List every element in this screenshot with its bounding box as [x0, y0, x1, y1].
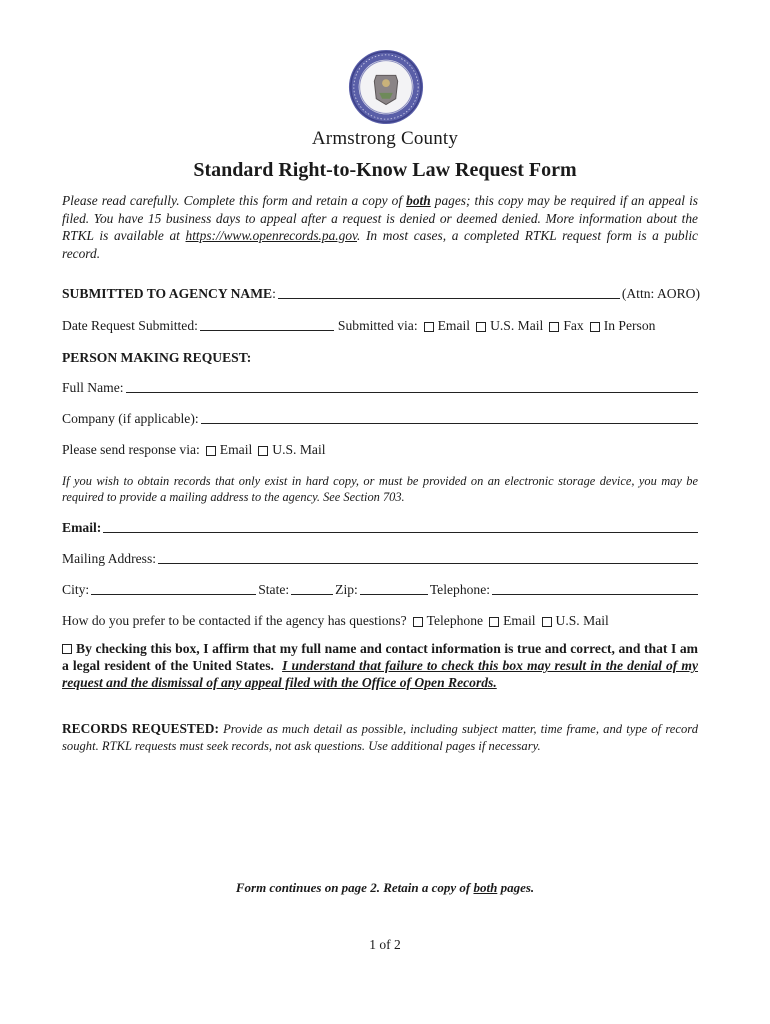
company-row	[62, 411, 700, 427]
contact-telephone-checkbox[interactable]	[413, 617, 423, 627]
mailing-address-field[interactable]	[158, 562, 698, 564]
records-description: Provide as much detail as possible, including subject matter, time frame, and type of record sought. RTKL requests must seek records, not ask questions. Use additional pages if necessary.	[62, 722, 698, 753]
intro-instructions: Please read carefully. Complete this form and retain a copy of both pages; this copy may be required if an appeal is filed. You have 15 business days to appeal after a request is denied or deemed denied. More information about the RTKL is available at https://www.openrecords.pa.gov. In most cases, a completed RTKL request form is a public record.	[62, 193, 698, 261]
telephone-field[interactable]	[492, 593, 698, 595]
county-name: Armstrong County	[311, 128, 459, 149]
mailing-label: Mailing Address:	[62, 551, 157, 566]
via-mail-checkbox[interactable]	[476, 322, 486, 332]
hard-copy-note: If you wish to obtain records that only exist in hard copy, or must be provided on an electronic storage device, you may be required to provide a mailing address to the agency. See Section 703.	[62, 474, 698, 504]
date-row: Date Request Submitted: Submitted via: Email U.S. Mail Fax In Person	[62, 318, 656, 333]
email-field[interactable]	[103, 531, 698, 533]
person-heading: PERSON MAKING REQUEST:	[62, 350, 252, 365]
county-seal-logo	[347, 48, 425, 126]
via-email-checkbox[interactable]	[424, 322, 434, 332]
contact-email-checkbox[interactable]	[489, 617, 499, 627]
records-requested	[62, 720, 698, 755]
response-mail-checkbox[interactable]	[258, 446, 268, 456]
form-title: Standard Right-to-Know Law Request Form	[193, 159, 577, 181]
continuation-note: Form continues on page 2. Retain a copy of both pages.	[235, 880, 535, 895]
date-submitted-field[interactable]	[200, 329, 334, 331]
agency-name-field[interactable]	[278, 297, 620, 299]
city-label: City:	[62, 582, 90, 597]
affirmation-statement: By checking this box, I affirm that my full name and contact information is true and correct, and that I am a legal resident of the United States. I understand that failure to check this box may result in the denial of my request and the dismissal of any appeal filed with the Office of Open Records.	[62, 641, 699, 690]
response-email-checkbox[interactable]	[206, 446, 216, 456]
zip-label: Zip:	[335, 582, 358, 597]
submitted-via-label: Submitted via:	[337, 318, 418, 333]
telephone-label: Telephone:	[429, 582, 491, 597]
city-field[interactable]	[91, 593, 256, 595]
via-fax-checkbox[interactable]	[549, 322, 559, 332]
state-field[interactable]	[291, 593, 333, 595]
agency-row: SUBMITTED TO AGENCY NAME : (Attn: AORO)	[62, 286, 700, 301]
date-submitted-label: Date Request Submitted:	[62, 318, 198, 333]
response-label: Please send response via:	[62, 442, 200, 457]
zip-field[interactable]	[360, 593, 428, 595]
full-name-field[interactable]	[126, 391, 698, 393]
records-label: RECORDS REQUESTED:	[62, 721, 219, 736]
company-field[interactable]	[201, 422, 698, 424]
full-name-label: Full Name:	[62, 380, 124, 395]
response-row: Please send response via: Email U.S. Mail	[62, 442, 326, 457]
agency-label: SUBMITTED TO AGENCY NAME	[62, 286, 273, 301]
via-in-person-checkbox[interactable]	[590, 322, 600, 332]
contact-pref-label: How do you prefer to be contacted if the agency has questions?	[62, 613, 407, 628]
full-name-row	[62, 380, 700, 396]
company-label: Company (if applicable):	[62, 411, 199, 426]
mailing-row	[62, 551, 700, 567]
state-label: State:	[258, 582, 290, 597]
affirm-checkbox[interactable]	[62, 644, 72, 654]
page-number: 1 of 2	[369, 937, 401, 952]
attn-label: (Attn: AORO)	[621, 286, 700, 301]
email-row	[62, 520, 700, 536]
email-label: Email:	[62, 520, 102, 535]
city-row	[62, 582, 700, 598]
openrecords-link[interactable]: https://www.openrecords.pa.gov	[185, 228, 357, 243]
contact-row: How do you prefer to be contacted if the agency has questions? Telephone Email U.S. Mail	[62, 613, 609, 628]
contact-mail-checkbox[interactable]	[542, 617, 552, 627]
